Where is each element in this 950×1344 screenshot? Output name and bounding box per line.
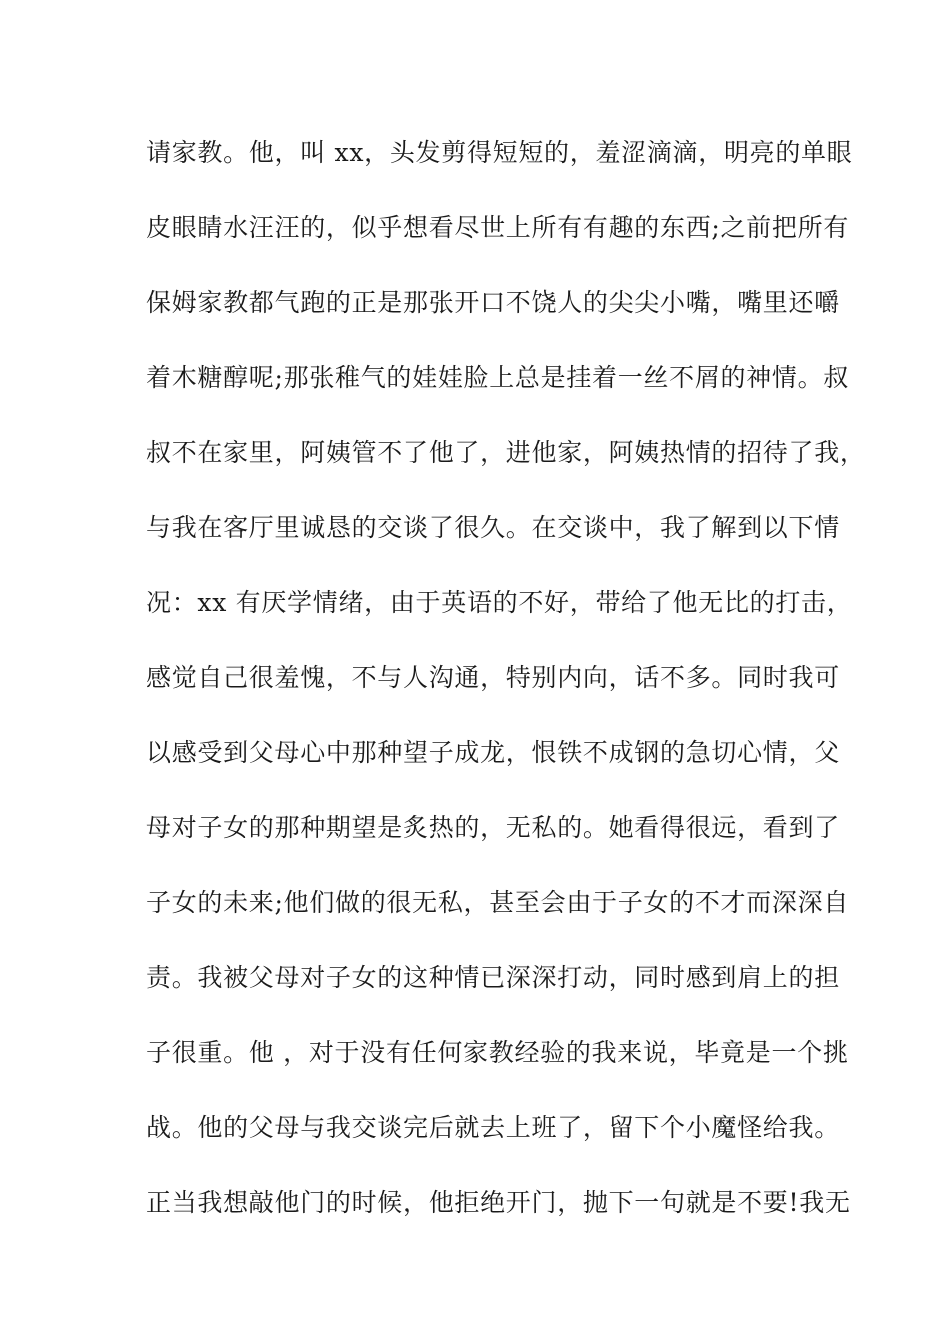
text-line: 以感受到父母心中那种望子成龙，恨铁不成钢的急切心情，父 (146, 738, 840, 767)
body-text (146, 131, 866, 1256)
text-line: 叔不在家里，阿姨管不了他了，进他家，阿姨热情的招待了我， (146, 438, 866, 467)
text-line: 着木糖醇呢;那张稚气的娃娃脸上总是挂着一丝不屑的神情。叔 (146, 363, 850, 392)
text-line: 况：xx 有厌学情绪，由于英语的不好，带给了他无比的打击， (146, 588, 853, 617)
text-line: 子女的未来;他们做的很无私，甚至会由于子女的不才而深深自 (146, 888, 850, 917)
text-line: 母对子女的那种期望是炙热的，无私的。她看得很远，看到了 (146, 813, 840, 842)
text-line: 请家教。他，叫 xx，头发剪得短短的，羞涩滴滴，明亮的单眼 (146, 138, 853, 167)
text-line: 保姆家教都气跑的正是那张开口不饶人的尖尖小嘴，嘴里还嚼 (146, 288, 840, 317)
text-line: 正当我想敲他门的时候，他拒绝开门，抛下一句就是不要!我无 (146, 1188, 851, 1217)
text-line: 感觉自己很羞愧，不与人沟通，特别内向，话不多。同时我可 (146, 663, 840, 692)
text-line: 责。我被父母对子女的这种情已深深打动，同时感到肩上的担 (146, 963, 840, 992)
text-line: 皮眼睛水汪汪的，似乎想看尽世上所有有趣的东西;之前把所有 (146, 213, 850, 242)
text-line: 与我在客厅里诚恳的交谈了很久。在交谈中，我了解到以下情 (146, 513, 840, 542)
text-line: 战。他的父母与我交谈完后就去上班了，留下个小魔怪给我。 (146, 1113, 840, 1142)
text-line: 子很重。他 ，对于没有任何家教经验的我来说，毕竟是一个挑 (146, 1038, 849, 1067)
